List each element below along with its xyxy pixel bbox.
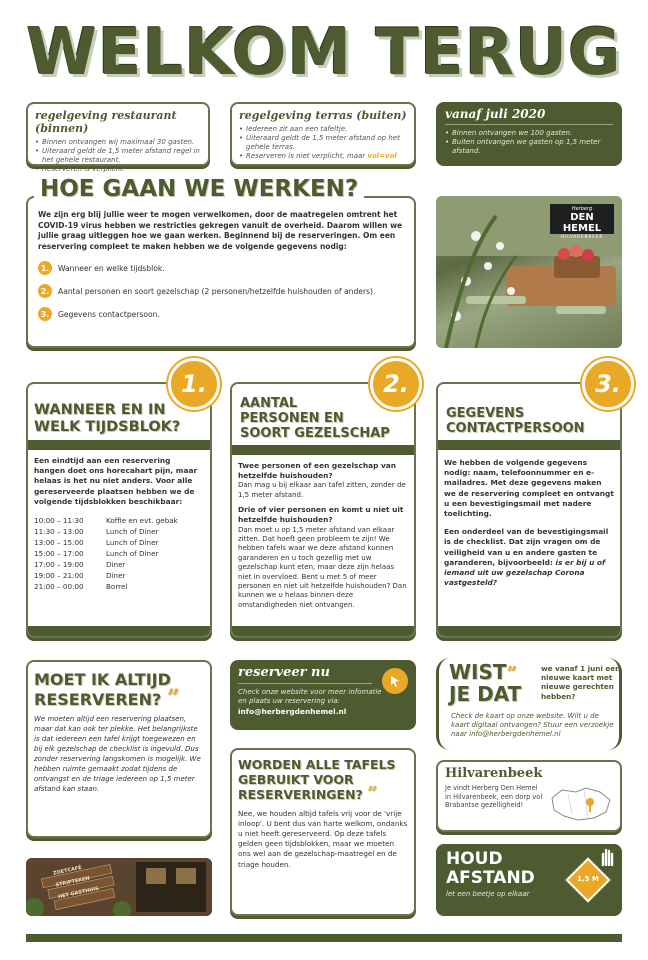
map-icon (548, 784, 614, 824)
col1-intro: Een eindtijd aan een reservering hangen doet ons horecahart pijn, maar helaas is het nu niet anders. Voor alle gereserveerde plaatsen hebben we de volgende tijdsblokken beschikbaar: (34, 456, 198, 506)
reserveer-title: reserveer nu (238, 665, 330, 680)
afstand-sub: let een beetje op elkaar (446, 890, 530, 898)
werken-step (38, 261, 404, 275)
tafels-text: Nee, we houden altijd tafels vrij voor de 'vrije inloop'. U bent dus van harte welkom, ondanks u niet heeft gereserveerd. Op deze tafels gelden geen tijdsblokken, maar we moeten ons wel aan de gezelschap-maatregel en de triage houden. (238, 808, 408, 869)
col2-footer-bar (232, 626, 414, 636)
altijd-title-line: MOET IK ALTIJD (34, 670, 171, 689)
step-number: 2. (38, 284, 52, 298)
wist-card (436, 658, 622, 750)
timeslot-time: 13:00 – 15:00 (34, 538, 84, 548)
timeslot-label: Lunch of Diner (106, 549, 159, 559)
tafels-card (230, 748, 416, 916)
rules-binnen-card (26, 102, 210, 173)
terrace-photo (436, 196, 622, 348)
timeslot-time: 10:00 – 11:30 (34, 516, 84, 526)
timeslot-label: Lunch of Diner (106, 527, 159, 537)
timeslot-label: Koffie en evt. gebak (106, 516, 178, 526)
werken-step (38, 307, 404, 321)
rules-binnen-list (35, 138, 201, 174)
col3-divider (438, 440, 620, 450)
rules-binnen-item: • Reserveren is verplicht. (35, 165, 201, 174)
badge-3: 3. (582, 358, 634, 410)
reserveer-email-link[interactable]: info@herbergdenhemel.nl (238, 707, 347, 716)
col2-answer-1: Dan mag u bij elkaar aan tafel zitten, zonder de 1,5 meter afstand. (238, 481, 406, 499)
timeslot-label: Diner (106, 560, 126, 570)
wist-title-line: WIST (449, 660, 507, 684)
distance-sign-label: 1,5 M (577, 875, 599, 883)
rules-juli-item: • Buiten ontvangen we gasten op 1,5 meter afstand. (445, 138, 613, 156)
quote-icon: ” (506, 663, 517, 684)
col1-divider (28, 440, 210, 450)
wist-title-line: JE DAT (449, 682, 522, 706)
rules-terras-item-text: Reserveren is niet verplicht, maar (246, 152, 368, 160)
quote-icon: ” (166, 685, 180, 711)
rules-juli-list (445, 129, 613, 156)
col3-card (436, 382, 622, 638)
hilvarenbeek-text: Je vindt Herberg Den Hemel in Hilvarenbeek, een dorp vol Brabantse gezelligheid! (445, 784, 543, 810)
altijd-title (34, 670, 204, 709)
rules-juli-item: • Binnen ontvangen we 100 gasten. (445, 129, 613, 138)
timeslot-time: 17:00 – 19:00 (34, 560, 84, 570)
timeslot-label: Diner (106, 571, 126, 581)
rules-terras-item: • Uiteraard geldt de 1,5 meter afstand op het gehele terras. (239, 134, 407, 152)
altijd-title-line: RESERVEREN? (34, 690, 162, 709)
page-title: WELKOM TERUG (26, 16, 622, 90)
col2-card (230, 382, 416, 638)
rules-terras-title: regelgeving terras (buiten) (239, 109, 407, 122)
timeslot-row (34, 548, 178, 559)
col2-title-line: SOORT GEZELSCHAP (240, 426, 390, 441)
hilvarenbeek-title: Hilvarenbeek (445, 766, 543, 781)
col2-question-1: Twee personen of een gezelschap van hetzelfde huishouden? (238, 461, 397, 481)
col1-title-line: WANNEER EN IN (34, 402, 166, 418)
rules-terras-item (239, 152, 407, 161)
werken-steps (38, 261, 404, 321)
werken-intro: We zijn erg blij jullie weer te mogen verwelkomen, door de maatregelen omtrent het COVID-19 virus hebben we restricties gekregen vanuit de overheid. Daarom willen we jullie graag uitleggen hoe we gaan werken. Beginnend bij de reserveringen. Om een reservering compleet te maken hebben we de volgende gegevens nodig: (38, 210, 403, 251)
step-number: 3. (38, 307, 52, 321)
street-sign-3: HET GASTHUIS (57, 885, 100, 901)
col2-title-line: PERSONEN EN (240, 411, 344, 426)
afstand-card (436, 844, 622, 916)
wist-side-text: we vanaf 1 juni een nieuwe kaart met nieuwe gerechten hebben? (541, 664, 621, 701)
badge-2: 2. (370, 358, 422, 410)
wist-title (449, 662, 521, 705)
afstand-title-line: HOUD (446, 849, 503, 869)
col3-title-line: GEGEVENS (446, 406, 525, 421)
werken-title: HOE GAAN WE WERKEN? (34, 176, 364, 202)
sign-main: DEN HEMEL (562, 212, 602, 234)
street-sign-1: ZOETCAFÉ (52, 864, 83, 877)
col1-footer-bar (28, 626, 210, 636)
col1-title-line: WELK TIJDSBLOK? (34, 419, 181, 435)
rules-binnen-item: • Uiteraard geldt de 1,5 meter afstand regel in het gehele restaurant. (35, 147, 201, 165)
tafels-title-line: WORDEN ALLE TAFELS (238, 757, 396, 772)
col3-paragraph-2-text: Een onderdeel van de bevestigingsmail is de checklist. Dat zijn vragen om de veiligheid van u en andere gasten te garanderen, bijvoorbeeld: (444, 527, 609, 567)
timeslot-time: 21:00 – 00:00 (34, 582, 84, 592)
sign-top: Herberg (571, 206, 593, 212)
col2-title-line: AANTAL (240, 396, 298, 411)
col2-answer-2: Dan moet u op 1,5 meter afstand van elkaar zitten. Dat hoeft geen probleem te zijn! We hebben tafels waar we deze afstand kunnen garanderen en u toch gezellig met uw gezelschap kunt eten, maar deze zijn helaas niet in overvloed. Bent u met 5 of meer personen en niet uit hetzelfde huishouden? Dan kunnen we u helaas binnen deze omstandigheden niet ontvangen. (238, 525, 407, 609)
timeslot-time: 15:00 – 17:00 (34, 549, 84, 559)
timeslot-row (34, 559, 178, 570)
col1-card (26, 382, 212, 638)
hilvarenbeek-card (436, 760, 622, 832)
rules-juli-title: vanaf juli 2020 (445, 107, 546, 121)
werken-card (26, 196, 416, 348)
rules-terras-list (239, 125, 407, 161)
wist-text: Check de kaart op onze website. Wilt u de kaart digitaal ontvangen? Stuur een verzoekje naar info@herbergdenhemel.nl (451, 712, 614, 739)
tafels-title-line: GEBRUIKT VOOR (238, 771, 354, 787)
timeslot-time: 19:00 – 21:00 (34, 571, 84, 581)
street-sign-2: STRIPTEKEN (55, 875, 91, 889)
timeslot-table (34, 515, 178, 592)
timeslot-row (34, 537, 178, 548)
altijd-text: We moeten altijd een reservering plaatsen, maar dat kan ook ter plekke. Het belangrijkste is dat iedereen een tafel krijgt toegewezen en bij elk gezelschap de checklist is ingevuld. Dus zonder reservering langskomen is mogelijk. We hebben ruimte gemaakt zodat tijdens de ontvangst en de triage iedereen op 1,5 meter afstand kan staan. (34, 715, 201, 793)
timeslot-row (34, 526, 178, 537)
reserveer-card[interactable] (230, 660, 416, 730)
footer-bar (26, 934, 622, 942)
timeslot-label: Lunch of Diner (106, 538, 159, 548)
hand-stop-icon (598, 846, 616, 866)
rules-binnen-title: regelgeving restaurant (binnen) (35, 109, 177, 135)
step-text: Wanneer en welke tijdsblok. (58, 263, 165, 273)
timeslot-time: 11:30 – 13:00 (34, 527, 84, 537)
quote-icon: ” (367, 783, 378, 804)
reserveer-text: Check onze website voor meer infomatie en plaats uw reservering via: (238, 688, 382, 705)
den-hemel-sign (550, 204, 614, 239)
street-photo (26, 858, 212, 916)
step-text: Gegevens contactpersoon. (58, 309, 160, 319)
cursor-click-icon (382, 668, 408, 694)
col3-paragraph-2-italic: is er bij u of iemand uit uw gezelschap Corona vastgesteld? (444, 557, 606, 588)
rules-binnen-item: • Binnen ontvangen wij maximaal 30 gasten. (35, 138, 201, 147)
tafels-title (238, 758, 408, 803)
tafels-title-line: RESERVERINGEN? (238, 787, 363, 802)
timeslot-row (34, 515, 178, 526)
col2-divider (232, 445, 414, 455)
col3-title-line: CONTACTPERSOON (446, 421, 585, 436)
col3-paragraph-1: We hebben de volgende gegevens nodig: naam, telefoonnummer en e-mailadres. Met deze gegevens maken we de reservering compleet en ontvangt u een bevestigingsmail met nadere toelichting. (444, 458, 614, 519)
step-number: 1. (38, 261, 52, 275)
sign-sub: HILVARENBEEK (561, 234, 603, 239)
timeslot-row (34, 581, 178, 592)
col2-question-2: Drie of vier personen en komt u niet uit hetzelfde huishouden? (238, 505, 404, 525)
afstand-title-line: AFSTAND (446, 868, 535, 888)
timeslot-row (34, 570, 178, 581)
col3-title (446, 406, 620, 436)
rules-terras-highlight: vol=vol (367, 152, 397, 160)
werken-step (38, 284, 404, 298)
col3-paragraph-2 (444, 527, 614, 588)
step-text: Aantal personen en soort gezelschap (2 personen/hetzelfde huishouden of anders). (58, 286, 376, 296)
rules-terras-item: • Iedereen zit aan een tafeltje. (239, 125, 407, 134)
col3-footer-bar (438, 626, 620, 636)
altijd-card (26, 660, 212, 838)
timeslot-label: Borrel (106, 582, 128, 592)
badge-1: 1. (168, 358, 220, 410)
rules-juli-card (436, 102, 622, 166)
rules-terras-card (230, 102, 416, 166)
